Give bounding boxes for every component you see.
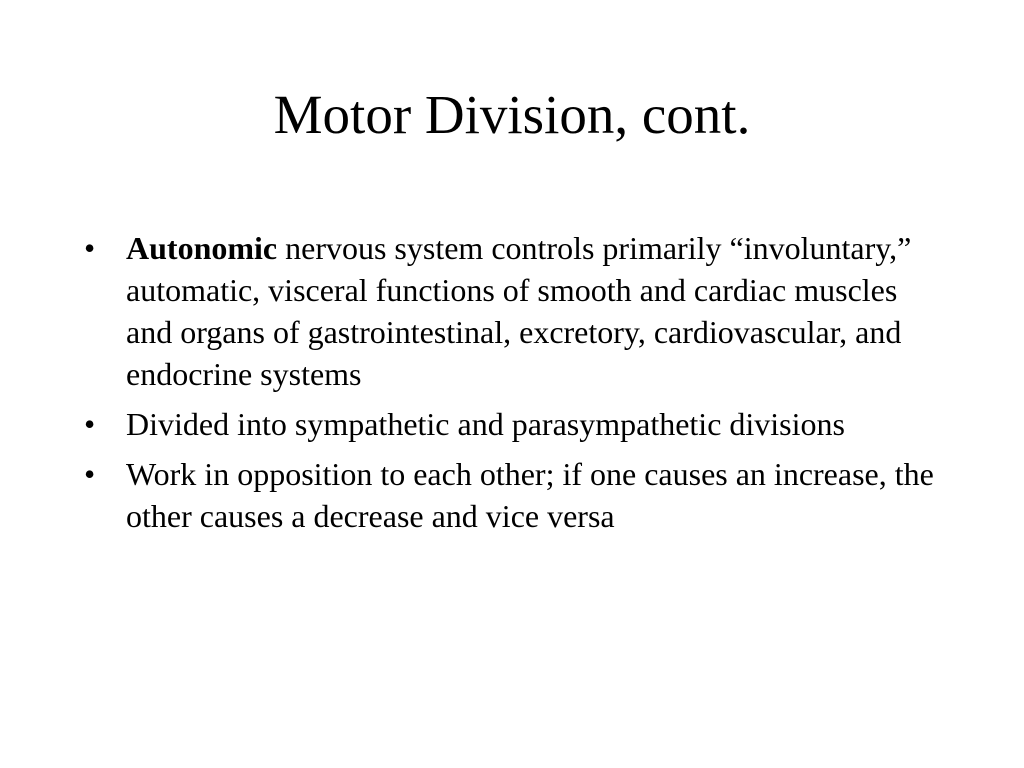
bullet-list [84,227,944,545]
bullet-marker: • [84,406,96,442]
bullet-item-opposition [84,453,944,537]
slide-title: Motor Division, cont. [273,84,751,145]
bullet-item-divisions [84,403,944,445]
bullet-marker: • [84,230,96,266]
bullet-bold-term: Autonomic [126,230,278,266]
bullet-text: Work in opposition to each other; if one causes an increase, the other causes a decrease and vice versa [126,456,934,534]
bullet-text: Divided into sympathetic and parasympathetic divisions [126,406,845,442]
bullet-marker: • [84,456,96,492]
bullet-text: nervous system controls primarily “involuntary,” automatic, visceral functions of smooth and cardiac muscles and organs of gastrointestinal, excretory, cardiovascular, and endocrine systems [126,230,912,392]
bullet-item-autonomic [84,227,944,395]
